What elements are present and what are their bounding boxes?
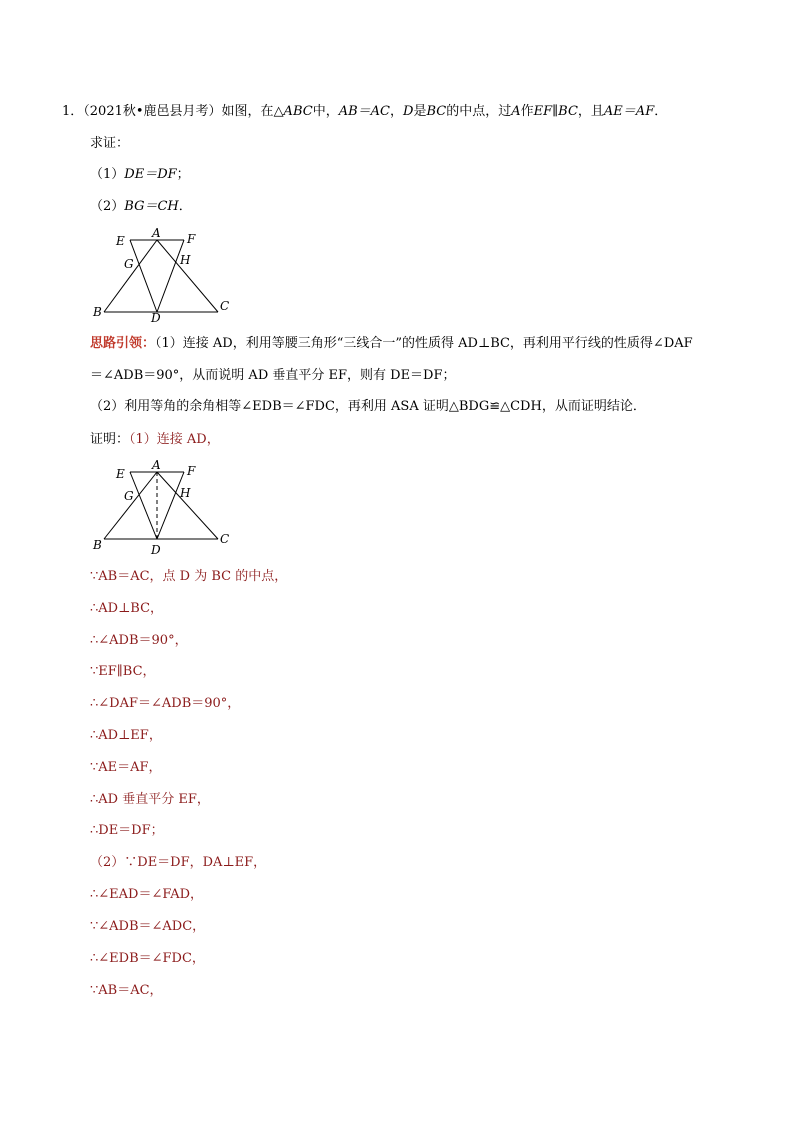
part-1: （1）DE＝DF；: [90, 167, 190, 182]
label-h: H: [180, 253, 191, 267]
label-a: A: [152, 226, 161, 240]
label-e: E: [116, 234, 125, 248]
label-g-2: G: [124, 489, 134, 503]
problem-number: 1．: [62, 104, 84, 119]
proof-step: ∵∠ADB＝∠ADC，: [90, 919, 206, 934]
proof-step: ∴∠ADB＝90°，: [90, 633, 188, 648]
proof-step: ∴AD⊥EF，: [90, 728, 162, 743]
hint-line-3: （2）利用等角的余角相等∠EDB＝∠FDC，再利用 ASA 证明△BDG≌△CDH，从而证明结论．: [90, 399, 646, 414]
part-2: （2）BG＝CH．: [90, 199, 192, 214]
segment-ac: [157, 240, 218, 312]
prove-label: 求证：: [90, 136, 130, 151]
proof-step: （2）∵DE＝DF，DA⊥EF，: [90, 855, 267, 870]
segment-ab: [104, 240, 157, 312]
label-c-2: C: [220, 532, 230, 546]
hint-line-1: 思路引领：（1）连接 AD，利用等腰三角形“三线合一”的性质得 AD⊥BC，再利用平行线的性质得∠DAF: [90, 336, 693, 351]
problem-source: （2021秋•鹿邑县月考）: [83, 104, 222, 119]
segment-fd-2: [157, 472, 184, 539]
hint-label: 思路引领：: [90, 336, 156, 351]
proof-step: ∵AB＝AC，点 D 为 BC 的中点，: [90, 569, 288, 584]
segment-ac-2: [157, 472, 218, 539]
proof-step: ∴∠EDB＝∠FDC，: [90, 951, 205, 966]
segment-ab-2: [104, 472, 157, 539]
label-b-2: B: [93, 538, 102, 552]
label-f-2: F: [187, 464, 196, 478]
segment-ed: [130, 240, 157, 312]
label-d-2: D: [151, 543, 161, 556]
figure-1: [88, 224, 238, 324]
proof-step: ∵AE＝AF，: [90, 760, 162, 775]
label-g: G: [124, 257, 134, 271]
proof-step: ∴DE＝DF；: [90, 823, 164, 838]
label-a-2: A: [152, 458, 161, 472]
proof-start: 证明：（1）连接 AD，: [90, 432, 220, 447]
label-c: C: [220, 299, 230, 313]
figure-2: [88, 456, 238, 556]
proof-step: ∴AD 垂直平分 EF，: [90, 792, 210, 807]
label-e-2: E: [116, 467, 125, 481]
proof-step: ∴∠DAF＝∠ADB＝90°，: [90, 696, 241, 711]
segment-fd: [157, 240, 184, 312]
label-h-2: H: [180, 486, 191, 500]
proof-step: ∵EF∥BC，: [90, 664, 156, 679]
label-b: B: [93, 305, 102, 319]
segment-ed-2: [130, 472, 157, 539]
proof-step: ∴∠EAD＝∠FAD，: [90, 887, 204, 902]
label-d: D: [151, 311, 161, 324]
proof-step: ∵AB＝AC，: [90, 983, 163, 998]
proof-step: ∴AD⊥BC，: [90, 601, 164, 616]
hint-line-2: ＝∠ADB＝90°，从而说明 AD 垂直平分 EF，则有 DE＝DF；: [90, 368, 456, 383]
label-f: F: [187, 232, 196, 246]
problem-statement: 1．（2021秋•鹿邑县月考）如图，在△ABC中，AB＝AC，D是BC的中点，过A作EF∥BC，且AE＝AF．: [62, 104, 668, 119]
